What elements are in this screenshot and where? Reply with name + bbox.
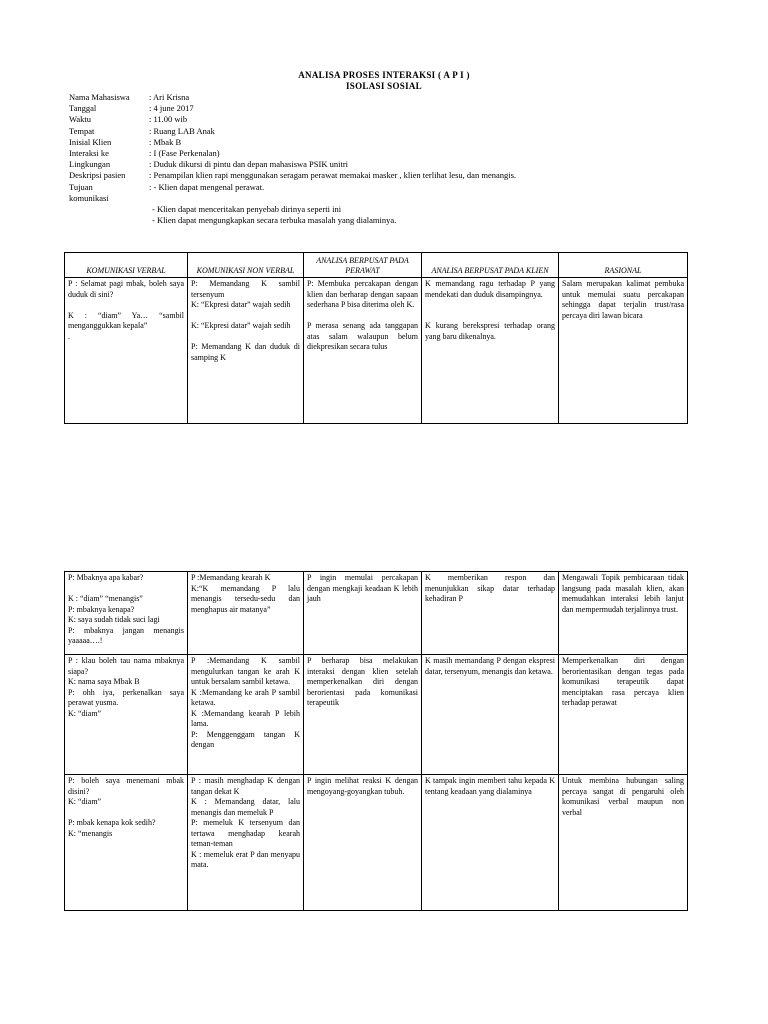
cell-analysis-client: K memberikan respon dan menunjukkan sikap datar terhadap kehadiran P: [422, 572, 559, 655]
info-block: [69, 92, 516, 204]
table-row: [65, 572, 688, 655]
cell-analysis-nurse: P ingin melihat reaksi K dengan mengoyang-goyangkan tubuh.: [304, 775, 422, 911]
header-analysis-client: ANALISA BERPUSAT PADA KLIEN: [422, 253, 559, 278]
info-row: [69, 137, 516, 148]
info-value: : Mbak B: [149, 136, 182, 147]
info-row: [69, 159, 516, 170]
cell-verbal: P: Mbaknya apa kabar? K : “diam” “menangis” P: mbaknya kenapa? K: saya sudah tidak suci lagi P: mbaknya jangan menangis yaaaaa….!: [65, 572, 188, 655]
cell-rationale: Mengawali Topik pembicaraan tidak langsung pada masalah klien, akan memudahkan interaksi lebih lanjut dan mempermudah terjalinnya trust.: [559, 572, 688, 655]
info-label: komunikasi: [69, 192, 109, 203]
info-value: : Ari Krisna: [149, 92, 190, 102]
info-value: : 4 june 2017: [149, 103, 194, 114]
table-row: [65, 775, 688, 911]
cell-rationale: Salam merupakan kalimat pembuka untuk memulai suatu percakapan sehingga dapat terjalin trust/rasa percaya diri lawan bicara: [559, 278, 688, 424]
info-label: Tanggal: [69, 103, 97, 114]
info-row: [69, 193, 516, 204]
cell-analysis-client: K tampak ingin memberi tahu kepada K tentang keadaan yang dialaminya: [422, 775, 559, 911]
info-row: [69, 148, 516, 159]
info-label: Deskripsi pasien: [69, 170, 126, 181]
info-label: Tempat: [69, 125, 95, 136]
info-label: Nama Mahasiswa: [69, 92, 130, 102]
info-row: [69, 170, 516, 181]
cell-analysis-client: K masih memandang P dengan ekspresi datar, tersenyum, menangis dan ketawa.: [422, 655, 559, 775]
cell-nonverbal: P :Memandang K sambil mengulurkan tangan ke arah K untuk bersalam sambil ketawa. K :Memandang ke arah P sambil ketawa. K :Memandang kearah P lebih lama. P: Menggenggam tangan K dengan: [188, 655, 304, 775]
cell-rationale: Untuk membina hubungan saling percaya sangat di pengaruhi oleh komunikasi verbal maupun non verbal: [559, 775, 688, 911]
info-row: [69, 103, 516, 114]
goal-item: - Klien dapat mengungkapkan secara terbuka masalah yang dialaminya.: [152, 215, 397, 226]
info-row: [69, 114, 516, 125]
info-label: Tujuan: [69, 181, 93, 192]
header-nonverbal: KOMUNIKASI NON VERBAL: [188, 253, 304, 278]
info-value: : Ruang LAB Anak: [149, 125, 215, 136]
table-header-row: [65, 253, 688, 278]
document-title: ANALISA PROSES INTERAKSI ( A P I ): [298, 70, 470, 80]
info-label: Interaksi ke: [69, 148, 109, 159]
cell-analysis-nurse: P: Membuka percakapan dengan klien dan berharap dengan sapaan sederhana P bisa diterima oleh K. P merasa senang ada tanggapan atas salam walaupun belum diekpresikan secara tulus: [304, 278, 422, 424]
header-analysis-nurse: ANALISA BERPUSAT PADA PERAWAT: [304, 253, 422, 278]
info-label: Inisial Klien: [69, 136, 112, 147]
info-value: : I (Fase Perkenalan): [149, 148, 220, 159]
communication-goals: [152, 204, 396, 226]
info-value: : - Klien dapat mengenal perawat.: [149, 181, 265, 192]
table-row: [65, 655, 688, 775]
header-rationale: RASIONAL: [559, 253, 688, 278]
cell-analysis-nurse: P ingin memulai percakapan dengan mengkaji keadaan K lebih jauh: [304, 572, 422, 655]
info-value: : Penampilan klien rapi menggunakan seragam perawat memakai masker , klien terlihat lesu, dan menangis.: [149, 170, 517, 181]
cell-analysis-client: K memandang ragu terhadap P yang mendekati dan duduk disampingnya. K kurang berekspresi terhadap orang yang baru dikenalnya.: [422, 278, 559, 424]
info-row: [69, 182, 516, 193]
cell-nonverbal: P : masih menghadap K dengan tangan dekat K K : Memandang datar, lalu menangis dan memeluk P P: memeluk K tersenyum dan tertawa menghadap kearah teman-teman K : memeluk erat P dan menyapu mata.: [188, 775, 304, 911]
table-row: [65, 278, 688, 424]
info-value: : 11.00 wib: [149, 114, 188, 125]
interaction-table-bottom: [64, 571, 688, 911]
interaction-table-top: [64, 252, 688, 424]
cell-nonverbal: P: Memandang K sambil tersenyum K: “Ekpresi datar” wajah sedih K: “Ekpresi datar” wajah sedih P: Memandang K dan duduk di samping K: [188, 278, 304, 424]
info-row: [69, 126, 516, 137]
cell-verbal: P: boleh saya menemani mbak disini? K: “diam” P: mbak kenapa kok sedih? K: “menangis: [65, 775, 188, 911]
header-verbal: KOMUNIKASI VERBAL: [65, 253, 188, 278]
cell-nonverbal: P :Memandang kearah K K:“K memandang P lalu menangis tersedu-sedu dan menghapus air matanya”: [188, 572, 304, 655]
cell-rationale: Memperkenalkan diri dengan berorientasikan dengan tegas pada komunikasi terapeutik dapat menciptakan rasa percaya klien terhadap perawat: [559, 655, 688, 775]
info-value: : Duduk dikursi di pintu dan depan mahasiswa PSIK unitri: [149, 159, 349, 170]
cell-analysis-nurse: P berharap bisa melakukan interaksi dengan klien setelah memperkenalkan diri dengan berorientasi pada komunikasi terapeutik: [304, 655, 422, 775]
cell-verbal: P : Selamat pagi mbak, boleh saya duduk di sini? K : “diam” Ya… “sambil menganggukkan kepala” .: [65, 278, 188, 424]
document-subtitle: ISOLASI SOSIAL: [346, 81, 422, 91]
info-label: Waktu: [69, 114, 91, 125]
goal-item: - Klien dapat menceritakan penyebab dirinya seperti ini: [152, 204, 342, 214]
info-row: [69, 92, 516, 103]
info-label: Lingkungan: [69, 159, 111, 170]
cell-verbal: P : klau boleh tau nama mbaknya siapa? K: nama saya Mbak B P: ohh iya, perkenalkan saya perawat yusma. K: “diam”: [65, 655, 188, 775]
